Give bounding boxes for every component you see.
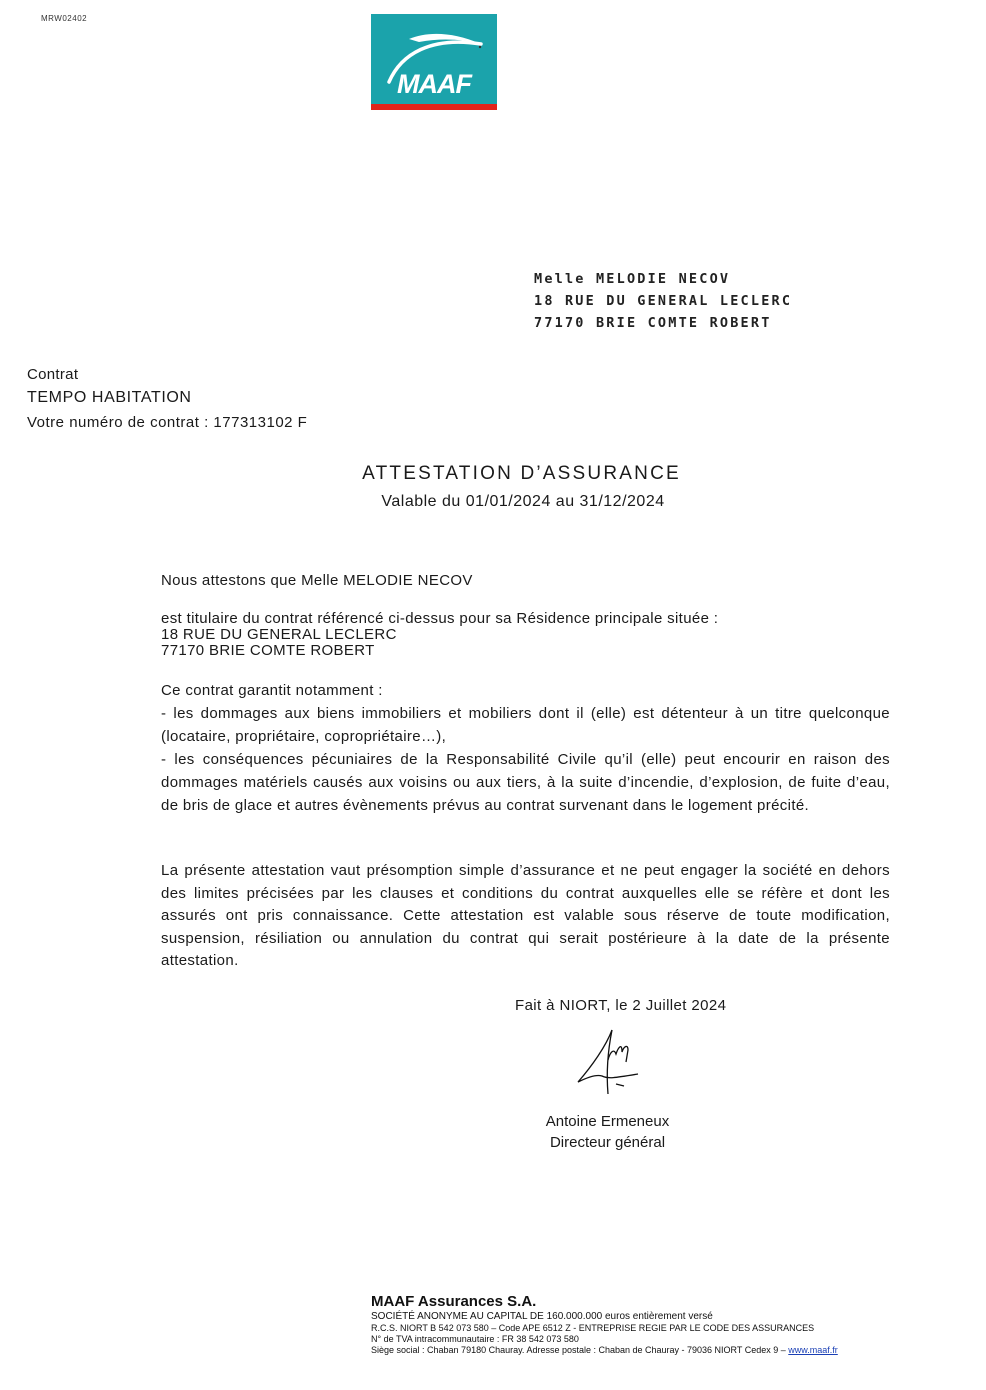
document-reference-code: MRW02402 [41,14,88,23]
footer-company-name: MAAF Assurances S.A. [371,1293,537,1310]
footer-address: Siège social : Chaban 79180 Chauray. Adresse postale : Chaban de Chauray - 79036 NIORT Cedex 9 – [371,1345,786,1355]
signer-title: Directeur général [549,1134,666,1151]
recipient-name: Melle MELODIE NECOV [534,271,731,287]
attestation-intro: Nous attestons que Melle MELODIE NECOV [161,572,473,589]
signer-name: Antoine Ermeneux [545,1113,670,1130]
footer-website-link[interactable]: www.maaf.fr [788,1345,838,1355]
residence-line: est titulaire du contrat référencé ci-dessus pour sa Résidence principale située : [161,610,719,627]
logo-bird-eye [479,46,481,48]
footer-address-line [371,1345,838,1356]
recipient-city: 77170 BRIE COMTE ROBERT [534,315,772,331]
recipient-address-block [534,268,792,334]
handwritten-signature [572,1026,644,1098]
validity-period: Valable du 01/01/2024 au 31/12/2024 [381,493,665,510]
contract-name: TEMPO HABITATION [27,389,192,406]
footer-vat: N° de TVA intracommunautaire : FR 38 542 073 580 [371,1334,579,1344]
logo-wordmark: MAAF [397,69,471,99]
signer-block [520,1111,695,1153]
logo-red-bar [371,104,497,110]
guarantee-item: - les dommages aux biens immobiliers et mobiliers dont il (elle) est détenteur à un titre quelconque (locataire, propriétaire, copropriétaire…), [161,705,890,745]
guarantees-intro: Ce contrat garantit notamment : [161,682,383,699]
residence-street: 18 RUE DU GENERAL LECLERC [161,626,397,643]
company-footer [371,1293,838,1356]
residence-city: 77170 BRIE COMTE ROBERT [161,642,375,659]
residence-paragraph [161,611,890,659]
recipient-street: 18 RUE DU GENERAL LECLERC [534,293,793,309]
footer-capital: SOCIÉTÉ ANONYME AU CAPITAL DE 160.000.000 euros entièrement versé [371,1311,713,1322]
guarantees-paragraph [161,679,890,817]
maaf-logo [371,14,497,110]
disclaimer-paragraph: La présente attestation vaut présomption simple d’assurance et ne peut engager la société en dehors des limites précisées par les clauses et conditions du contrat auxquelles elle se réfère et dont les assurés ont pris connaissance. Cette attestation est valable sous réserve de toute modification, suspension, résiliation ou annulation du contrat qui serait postérieure à la date de la présente attestation. [161,862,890,970]
guarantee-item: - les conséquences pécuniaires de la Responsabilité Civile qu’il (elle) peut encourir en raison des dommages matériels causés aux voisins ou aux tiers, à la suite d’incendie, d’explosion, de fuite d’eau, de bris de glace et autres évènements prévus au contrat survenant dans le logement précité. [161,751,890,814]
document-title: ATTESTATION D’ASSURANCE [362,463,681,484]
contract-label: Contrat [27,366,79,383]
contract-number: Votre numéro de contrat : 177313102 F [27,414,308,431]
footer-rcs: R.C.S. NIORT B 542 073 580 – Code APE 6512 Z - ENTREPRISE REGIE PAR LE CODE DES ASSURANCES [371,1323,815,1333]
place-and-date: Fait à NIORT, le 2 Juillet 2024 [515,997,727,1014]
